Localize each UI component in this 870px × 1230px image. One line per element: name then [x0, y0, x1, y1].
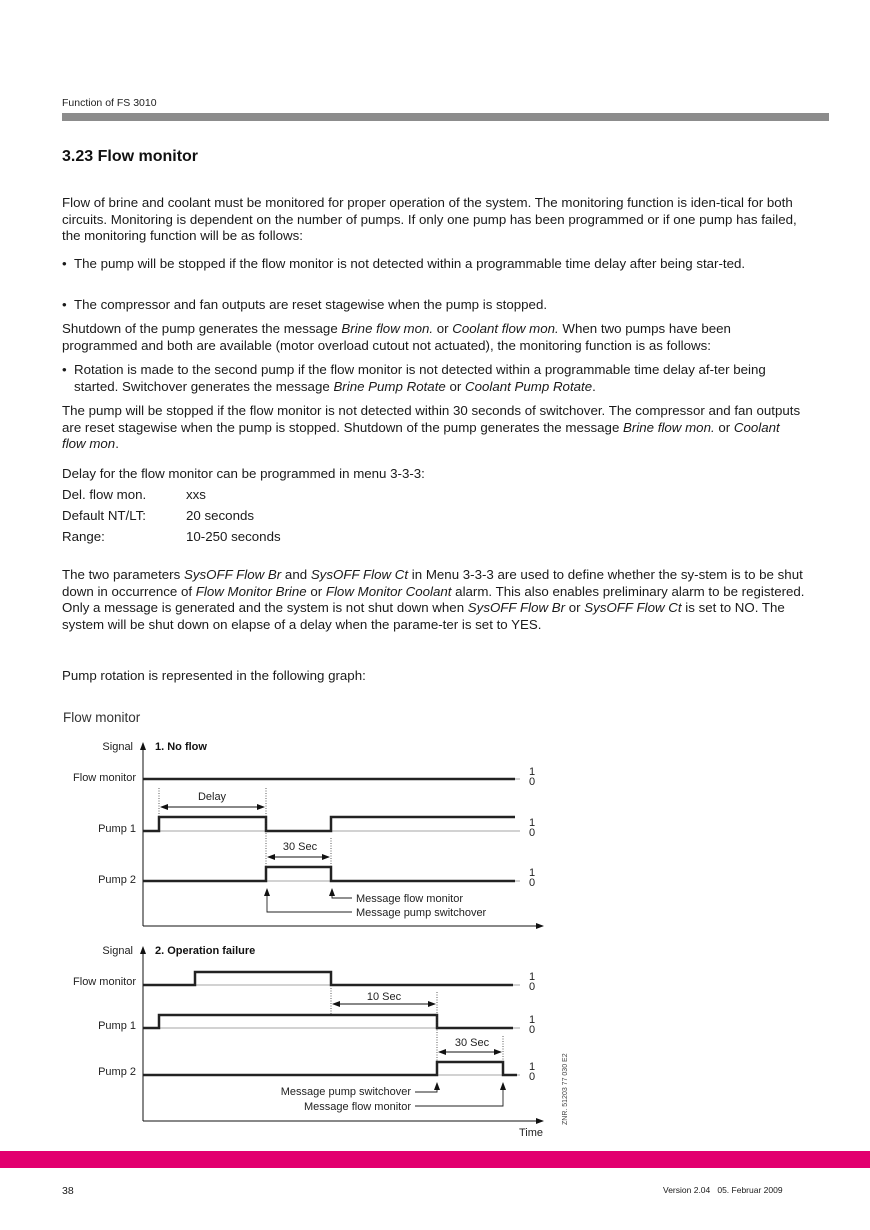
- message-name: Coolant flow mon: [62, 419, 780, 451]
- signal-label: Pump 1: [98, 1020, 136, 1032]
- parameter-table: [62, 487, 281, 550]
- level-high: 1: [529, 867, 536, 879]
- text-run: When two pumps have been programmed and both are available (motor overload cutout not actuated), the monitoring function is as follows:: [62, 321, 731, 353]
- parameter-name: SysOFF Flow Ct: [310, 567, 409, 582]
- parameter-label: Default NT/LT:: [62, 508, 146, 523]
- waveform-pump-2: [143, 1062, 517, 1075]
- duration-label: 30 Sec: [454, 1037, 490, 1049]
- bullet-icon: •: [62, 297, 67, 312]
- bullet-icon: •: [62, 362, 67, 377]
- header-divider: [62, 113, 829, 121]
- alarm-name: Flow Monitor Brine: [195, 583, 307, 599]
- y-axis-label: Signal: [102, 945, 133, 957]
- level-low: 0: [529, 981, 536, 993]
- y-axis-label: Signal: [102, 741, 133, 753]
- paragraph-shutdown: [62, 321, 807, 354]
- callout-message-flow-monitor: Message flow monitor: [304, 1101, 411, 1113]
- section-title: Flow monitor: [97, 148, 199, 165]
- parameter-value: 20 seconds: [186, 508, 255, 523]
- text-run: or: [565, 600, 585, 615]
- drawing-reference: ZNR. 51203 77 030 E2: [562, 1053, 569, 1125]
- level-labels: [529, 766, 535, 889]
- message-name: Brine flow mon.: [341, 321, 434, 336]
- section-number: 3.23: [62, 148, 94, 165]
- parameter-name: SysOFF Flow Br: [183, 567, 282, 582]
- level-high: 1: [529, 817, 536, 829]
- text-run: Shutdown of the pump generates the message: [62, 321, 342, 336]
- parameter-label: Range:: [62, 529, 105, 544]
- bullet-item: [62, 297, 807, 314]
- level-low: 0: [529, 776, 536, 788]
- message-name: Coolant Pump Rotate: [465, 378, 593, 394]
- level-high: 1: [529, 1014, 536, 1026]
- text-run: or: [445, 378, 465, 394]
- panel-no-flow: [73, 741, 543, 926]
- waveform-pump-1: [143, 1015, 513, 1028]
- message-name: Brine flow mon.: [623, 419, 715, 435]
- parameter-value: 10-250 seconds: [186, 529, 281, 544]
- parameter-row: [62, 529, 281, 550]
- callout-arrow-flow-monitor: [415, 1083, 503, 1106]
- signal-label: Pump 2: [98, 1066, 136, 1078]
- level-low: 0: [529, 827, 536, 839]
- parameter-row: [62, 487, 281, 508]
- bullet-text: The compressor and fan outputs are reset stagewise when the pump is stopped.: [74, 297, 548, 312]
- page-number: 38: [62, 1185, 74, 1197]
- callout-arrow-switchover: [415, 1083, 437, 1092]
- signal-label: Flow monitor: [73, 976, 136, 988]
- section-heading: [62, 148, 198, 166]
- signal-label: Pump 1: [98, 823, 136, 835]
- bullet-text: The pump will be stopped if the flow monitor is not detected within a programmable time delay after being star-ted.: [74, 256, 746, 271]
- message-name: Brine Pump Rotate: [333, 378, 446, 394]
- signal-label: Pump 2: [98, 874, 136, 886]
- waveform-pump-1: [143, 817, 515, 831]
- text-run: alarm. This also enables preliminary alarm to be registered. Only a message is generated and the system is not shut down when: [62, 583, 805, 615]
- bullet-item: [62, 362, 807, 395]
- parameter-row: [62, 508, 281, 529]
- timing-diagram: [0, 730, 600, 1145]
- message-name: Coolant flow mon.: [452, 321, 559, 336]
- text-run: and: [281, 567, 311, 582]
- parameter-value: xxs: [186, 487, 206, 502]
- text-run: Rotation is made to the second pump if the flow monitor is not detected within a programmable time delay af-ter being started. Switchover generates the message: [74, 362, 766, 394]
- callout-arrow-flow-monitor: [332, 889, 352, 898]
- footer-band: [0, 1151, 870, 1168]
- level-high: 1: [529, 971, 536, 983]
- callout-message-flow-monitor: Message flow monitor: [356, 893, 463, 905]
- panel-operation-failure: [73, 945, 543, 1139]
- level-low: 0: [529, 1024, 536, 1036]
- delay-label: Delay: [197, 791, 227, 803]
- callout-message-switchover: Message pump switchover: [280, 1086, 411, 1098]
- paragraph-sysoff: [62, 567, 807, 633]
- paragraph-delay-menu: Delay for the flow monitor can be programmed in menu 3-3-3:: [62, 466, 425, 481]
- alarm-name: Flow Monitor Coolant: [325, 583, 452, 599]
- panel-title: 1. No flow: [155, 741, 207, 753]
- signal-label: Flow monitor: [73, 772, 136, 784]
- parameter-name: SysOFF Flow Br: [467, 600, 566, 615]
- text-run: or: [433, 321, 453, 336]
- text-run: or: [714, 419, 734, 435]
- callout-message-switchover: Message pump switchover: [356, 907, 487, 919]
- level-low: 0: [529, 877, 536, 889]
- text-run: in Menu 3-3-3 are used to define whether the sy-stem is to be shut down in occurrence of: [62, 567, 803, 599]
- parameter-label: Del. flow mon.: [62, 487, 147, 502]
- level-low: 0: [529, 1071, 536, 1083]
- running-header: Function of FS 3010: [62, 97, 157, 109]
- text-run: .: [115, 436, 119, 451]
- text-run: The two parameters: [62, 567, 184, 582]
- paragraph-switchover: [62, 403, 807, 453]
- x-axis-label: Time: [518, 1127, 543, 1139]
- duration-label: 30 Sec: [282, 841, 318, 853]
- bullet-icon: •: [62, 256, 67, 271]
- version-date: Version 2.04 05. Februar 2009: [663, 1185, 783, 1195]
- text-run: The pump will be stopped if the flow monitor is not detected within 30 seconds of switchover. The compressor and fan outputs are reset stagewise when the pump is stopped. Shutdown of the pump generates the message: [62, 403, 801, 435]
- text-run: or: [306, 583, 326, 599]
- bullet-item: [62, 256, 807, 273]
- callout-arrow-switchover: [267, 889, 352, 912]
- waveform-flow-monitor: [143, 972, 513, 985]
- level-high: 1: [529, 1061, 536, 1073]
- paragraph-graph-intro: Pump rotation is represented in the following graph:: [62, 668, 366, 683]
- waveform-pump-2: [143, 867, 515, 881]
- text-run: is set to NO. The system will be shut down on elapse of a delay when the parame-ter is set to YES.: [62, 600, 785, 632]
- level-high: 1: [529, 766, 536, 778]
- duration-label: 10 Sec: [366, 991, 402, 1003]
- text-run: .: [592, 378, 596, 394]
- level-labels: [529, 971, 535, 1083]
- figure-title: Flow monitor: [63, 710, 141, 725]
- paragraph-intro: Flow of brine and coolant must be monitored for proper operation of the system. The monitoring function is iden-tical for both circuits. Monitoring is dependent on the number of pumps. If only one pump has been programmed or if one pump has failed, the monitoring function will be as follows:: [62, 195, 797, 243]
- panel-title: 2. Operation failure: [155, 945, 256, 957]
- parameter-name: SysOFF Flow Ct: [584, 600, 682, 615]
